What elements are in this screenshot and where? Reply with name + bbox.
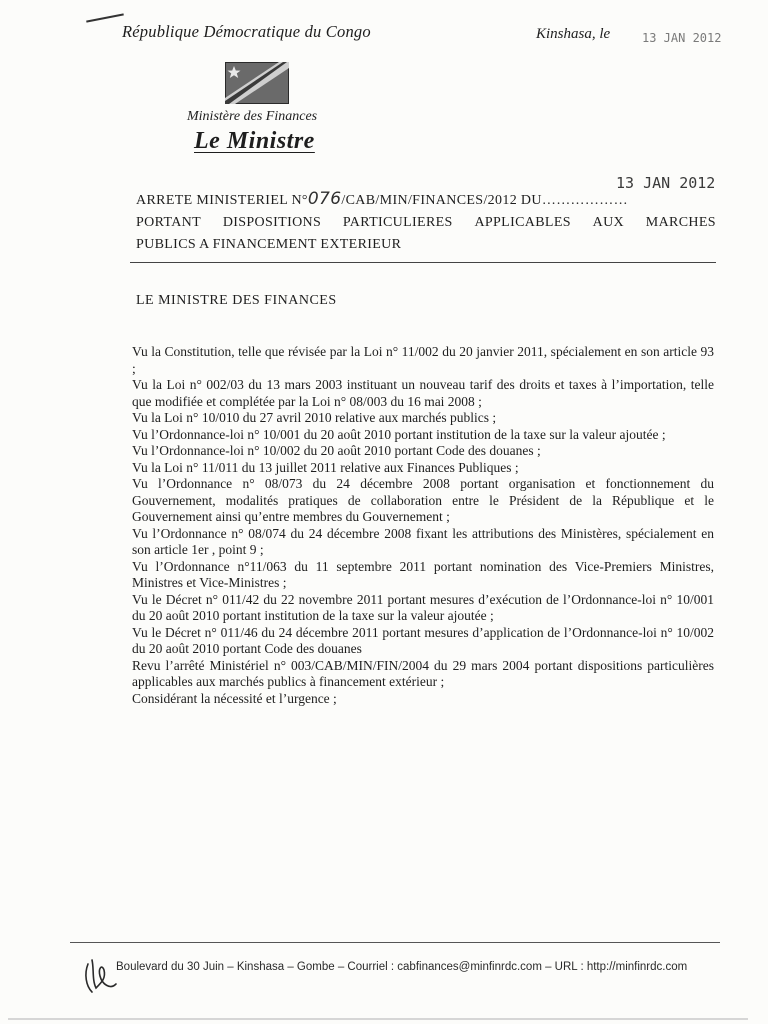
subject-word: DISPOSITIONS	[222, 215, 322, 230]
pen-stroke-mark	[86, 13, 124, 22]
consideration-paragraph: Vu l’Ordonnance n°11/063 du 11 septembre 2011 portant nomination des Vice-Premiers Ministres, Ministres et Vice-Ministres ;	[132, 558, 714, 590]
consideration-paragraph: Vu la Loi n° 002/03 du 13 mars 2003 instituant un nouveau tarif des droits et taxes à l’importation, telle que modifiée et complétée par la Loi n° 08/003 du 16 mai 2008 ;	[132, 377, 714, 409]
subject-word: AUX	[592, 215, 625, 230]
minister-title: Le Ministre	[194, 128, 315, 154]
decree-handwritten-number: 076	[307, 189, 342, 209]
consideration-paragraph: Vu la Constitution, telle que révisée par la Loi n° 11/002 du 20 janvier 2011, spécialement en son article 93 ;	[132, 344, 714, 376]
consideration-paragraph: Revu l’arrêté Ministériel n° 003/CAB/MIN/FIN/2004 du 29 mars 2004 portant dispositions particulières applicables aux marchés publics à financement extérieur ;	[132, 657, 714, 689]
decree-subject-line	[136, 212, 716, 234]
date-stamp-header: 13 JAN 2012	[642, 31, 722, 45]
date-stamp-decree: 13 JAN 2012	[616, 174, 716, 192]
footer-address: Boulevard du 30 Juin – Kinshasa – Gombe – Courriel : cabfinances@minfinrdc.com – URL : http://minfinrdc.com	[116, 961, 688, 973]
flag-emblem-icon	[225, 62, 289, 104]
title-divider	[130, 262, 716, 263]
subject-word: MARCHES	[645, 215, 716, 230]
consideration-paragraph: Vu la Loi n° 11/011 du 13 juillet 2011 relative aux Finances Publiques ;	[132, 459, 519, 475]
decree-subject-line: PUBLICS A FINANCEMENT EXTERIEUR	[136, 237, 402, 252]
consideration-paragraph: Vu la Loi n° 10/010 du 27 avril 2010 relative aux marchés publics ;	[132, 410, 497, 425]
ministry-name: Ministère des Finances	[187, 109, 318, 124]
consideration-paragraph: Vu le Décret n° 011/46 du 24 décembre 2011 portant mesures d’application de l’Ordonnance-loi n° 10/002 du 20 août 2010 portant Code des douanes	[132, 624, 714, 656]
decree-title	[136, 188, 716, 256]
place-label: Kinshasa, le	[536, 26, 611, 42]
consideration-paragraph: Considérant la nécessité et l’urgence ;	[132, 690, 337, 706]
footer-divider	[70, 942, 720, 943]
consideration-paragraph: Vu le Décret n° 011/42 du 22 novembre 2011 portant mesures d’exécution de l’Ordonnance-loi n° 10/001 du 20 août 2010 portant institution de la taxe sur la valeur ajoutée ;	[132, 591, 714, 623]
republic-name: République Démocratique du Congo	[122, 22, 371, 41]
consideration-paragraph: Vu l’Ordonnance n° 08/073 du 24 décembre 2008 portant organisation et fonctionnement du Gouvernement, modalités pratiques de collaboration entre le Président de la République et le Gouvernement ainsi qu’entre membres du Gouvernement ;	[132, 476, 714, 524]
consideration-paragraph: Vu l’Ordonnance-loi n° 10/002 du 20 août 2010 portant Code des douanes ;	[132, 443, 541, 458]
decree-reference: /CAB/MIN/FINANCES/2012 DU	[341, 193, 542, 208]
subject-word: PARTICULIERES	[342, 215, 453, 230]
subject-word: APPLICABLES	[474, 215, 571, 230]
consideration-paragraph: Vu l’Ordonnance-loi n° 10/001 du 20 août 2010 portant institution de la taxe sur la valeur ajoutée ;	[132, 426, 666, 442]
scan-edge	[8, 1018, 748, 1020]
decree-date-dots: ………………	[541, 193, 628, 208]
minister-heading: LE MINISTRE DES FINANCES	[136, 293, 337, 308]
considerations-list	[132, 344, 714, 707]
subject-word: PORTANT	[136, 215, 202, 230]
decree-prefix: ARRETE MINISTERIEL N°	[136, 193, 308, 208]
consideration-paragraph: Vu l’Ordonnance n° 08/074 du 24 décembre 2008 fixant les attributions des Ministères, spécialement en son article 1er , point 9 ;	[132, 525, 714, 557]
decree-reference-line	[136, 188, 716, 212]
